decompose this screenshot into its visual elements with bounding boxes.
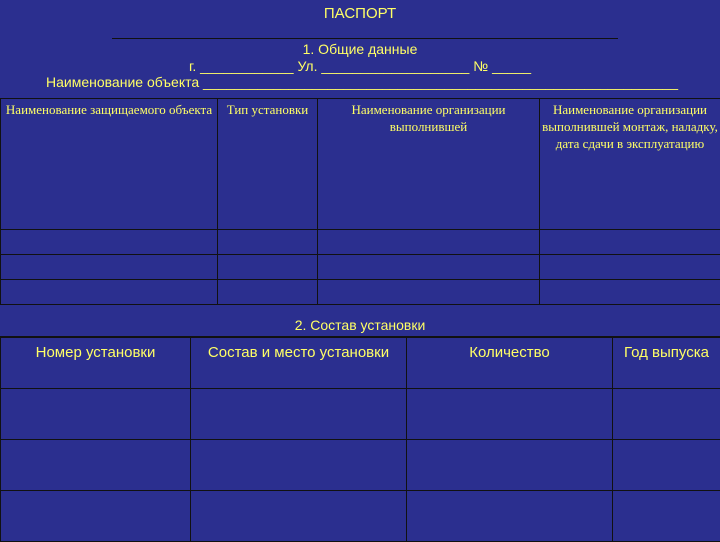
table-cell[interactable]: [1, 280, 218, 305]
table-row: [1, 389, 720, 440]
table-cell[interactable]: [318, 230, 540, 255]
table-cell[interactable]: [613, 440, 720, 491]
title-underline: [112, 38, 618, 39]
table-cell[interactable]: [318, 280, 540, 305]
column-header-composition-location: Состав и место установки: [191, 338, 407, 389]
page-title: ПАСПОРТ: [0, 6, 720, 22]
table-cell[interactable]: [540, 280, 720, 305]
table-row: [1, 230, 720, 255]
column-header-quantity: Количество: [407, 338, 613, 389]
table-cell[interactable]: [407, 389, 613, 440]
table-cell[interactable]: [318, 255, 540, 280]
table-header-row: [1, 338, 720, 389]
table-cell[interactable]: [218, 280, 318, 305]
table-cell[interactable]: [218, 230, 318, 255]
general-data-table: [0, 98, 720, 305]
address-line: г. ____________ Ул. ___________________ № _____: [0, 58, 720, 74]
column-header-installation-number: Номер установки: [1, 338, 191, 389]
table-row: [1, 280, 720, 305]
column-header-installation-type: Тип установки: [218, 99, 318, 230]
table-cell[interactable]: [1, 255, 218, 280]
section-2-heading: 2. Состав установки: [0, 317, 720, 333]
table-cell[interactable]: [613, 389, 720, 440]
table-cell[interactable]: [1, 230, 218, 255]
table-row: [1, 440, 720, 491]
table-cell[interactable]: [218, 255, 318, 280]
table-header-row: [1, 99, 720, 230]
table-cell[interactable]: [191, 440, 407, 491]
table-cell[interactable]: [540, 255, 720, 280]
table-cell[interactable]: [1, 440, 191, 491]
object-name-line: Наименование объекта _____________________________________________________________: [46, 74, 678, 90]
table-cell[interactable]: [613, 491, 720, 542]
table-cell[interactable]: [407, 491, 613, 542]
column-header-protected-object: Наименование защищаемого объекта: [1, 99, 218, 230]
section-1-heading: 1. Общие данные: [0, 41, 720, 57]
table-cell[interactable]: [191, 491, 407, 542]
table-cell[interactable]: [191, 389, 407, 440]
installation-composition-table: [0, 337, 720, 542]
column-header-year-of-manufacture: Год выпуска: [613, 338, 720, 389]
table-row: [1, 491, 720, 542]
column-header-organization: Наименование организации выполнившей: [318, 99, 540, 230]
table-row: [1, 255, 720, 280]
table-cell[interactable]: [540, 230, 720, 255]
table-cell[interactable]: [407, 440, 613, 491]
table-cell[interactable]: [1, 389, 191, 440]
table-cell[interactable]: [1, 491, 191, 542]
column-header-installer-organization: Наименование организации выполнившей монтаж, наладку, дата сдачи в эксплуатацию: [540, 99, 720, 230]
